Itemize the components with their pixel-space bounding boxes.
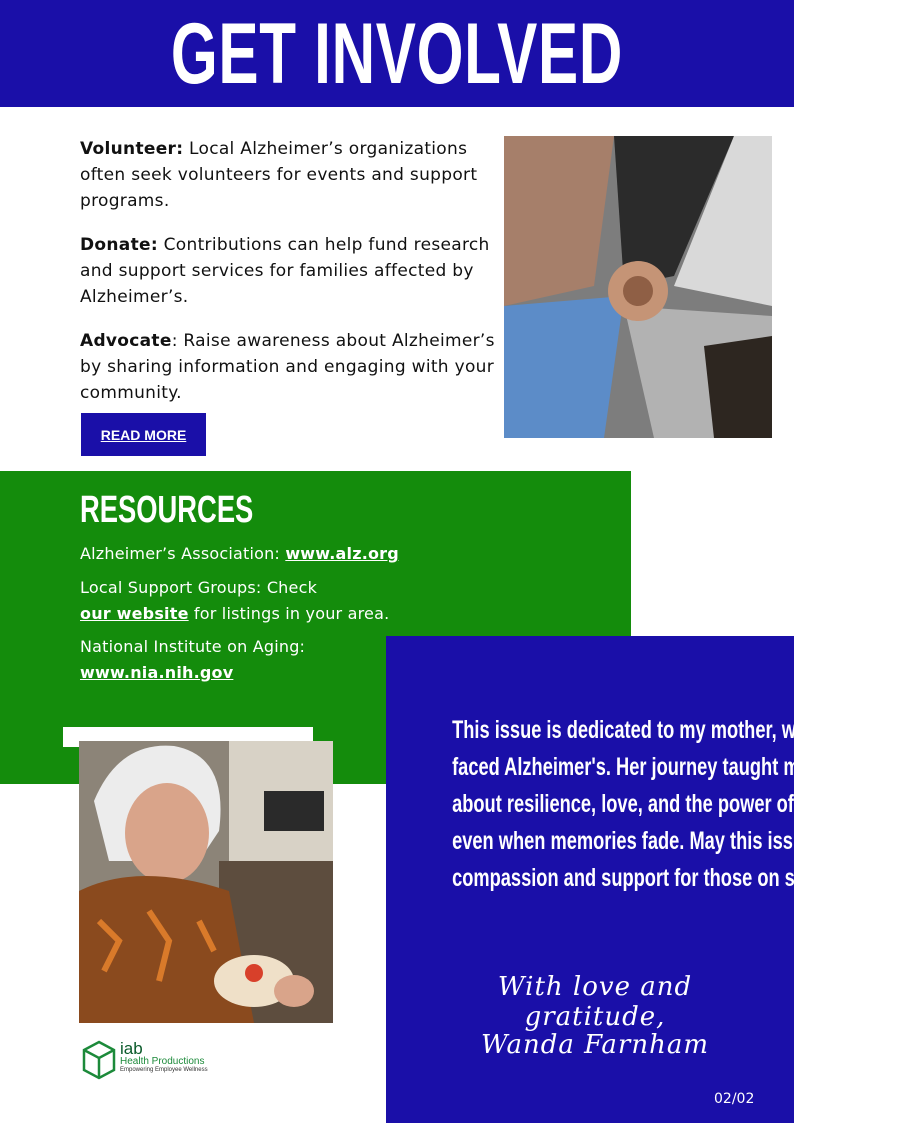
iab-logo: iab Health Productions Empowering Employee Wellness [82, 1040, 222, 1082]
resource-nia: National Institute on Aging: www.nia.nih.gov [80, 637, 306, 682]
cube-logo-icon [82, 1040, 116, 1080]
resource-local: Local Support Groups: Check our website for listings in your area. [80, 578, 390, 623]
nia-link[interactable]: www.nia.nih.gov [80, 663, 234, 682]
page-title: GET INVOLVED [170, 5, 624, 102]
donate-paragraph: Donate: Contributions can help fund research and support services for families affected by Alzheimer’s. [80, 235, 490, 307]
header-banner [0, 0, 794, 107]
resource-alz: Alzheimer’s Association: www.alz.org [80, 544, 399, 563]
dedication-text: This issue is dedicated to my mother, who bravely faced Alzheimer's. Her journey taught me so much about resilience, love, and the power of connection, even when memories fade. May this issue inspire compassion and support for those on similar paths. [452, 716, 902, 892]
closing-signature: With love and gratitude, [497, 972, 693, 1032]
involvement-list [80, 136, 500, 424]
read-more-button[interactable]: READ MORE [81, 413, 206, 456]
alz-link[interactable]: www.alz.org [285, 544, 399, 563]
page-number: 02/02 [714, 1091, 755, 1107]
mother-photo [79, 741, 333, 1023]
volunteer-paragraph: Volunteer: Local Alzheimer’s organizations often seek volunteers for events and support programs. [80, 139, 478, 211]
author-signature: Wanda Farnham [481, 1030, 709, 1060]
website-link[interactable]: our website [80, 604, 189, 623]
resources-title: RESOURCES [80, 489, 254, 531]
hands-together-photo [504, 136, 772, 438]
advocate-paragraph: Advocate: Raise awareness about Alzheimer’s by sharing information and engaging with your community. [80, 331, 495, 403]
